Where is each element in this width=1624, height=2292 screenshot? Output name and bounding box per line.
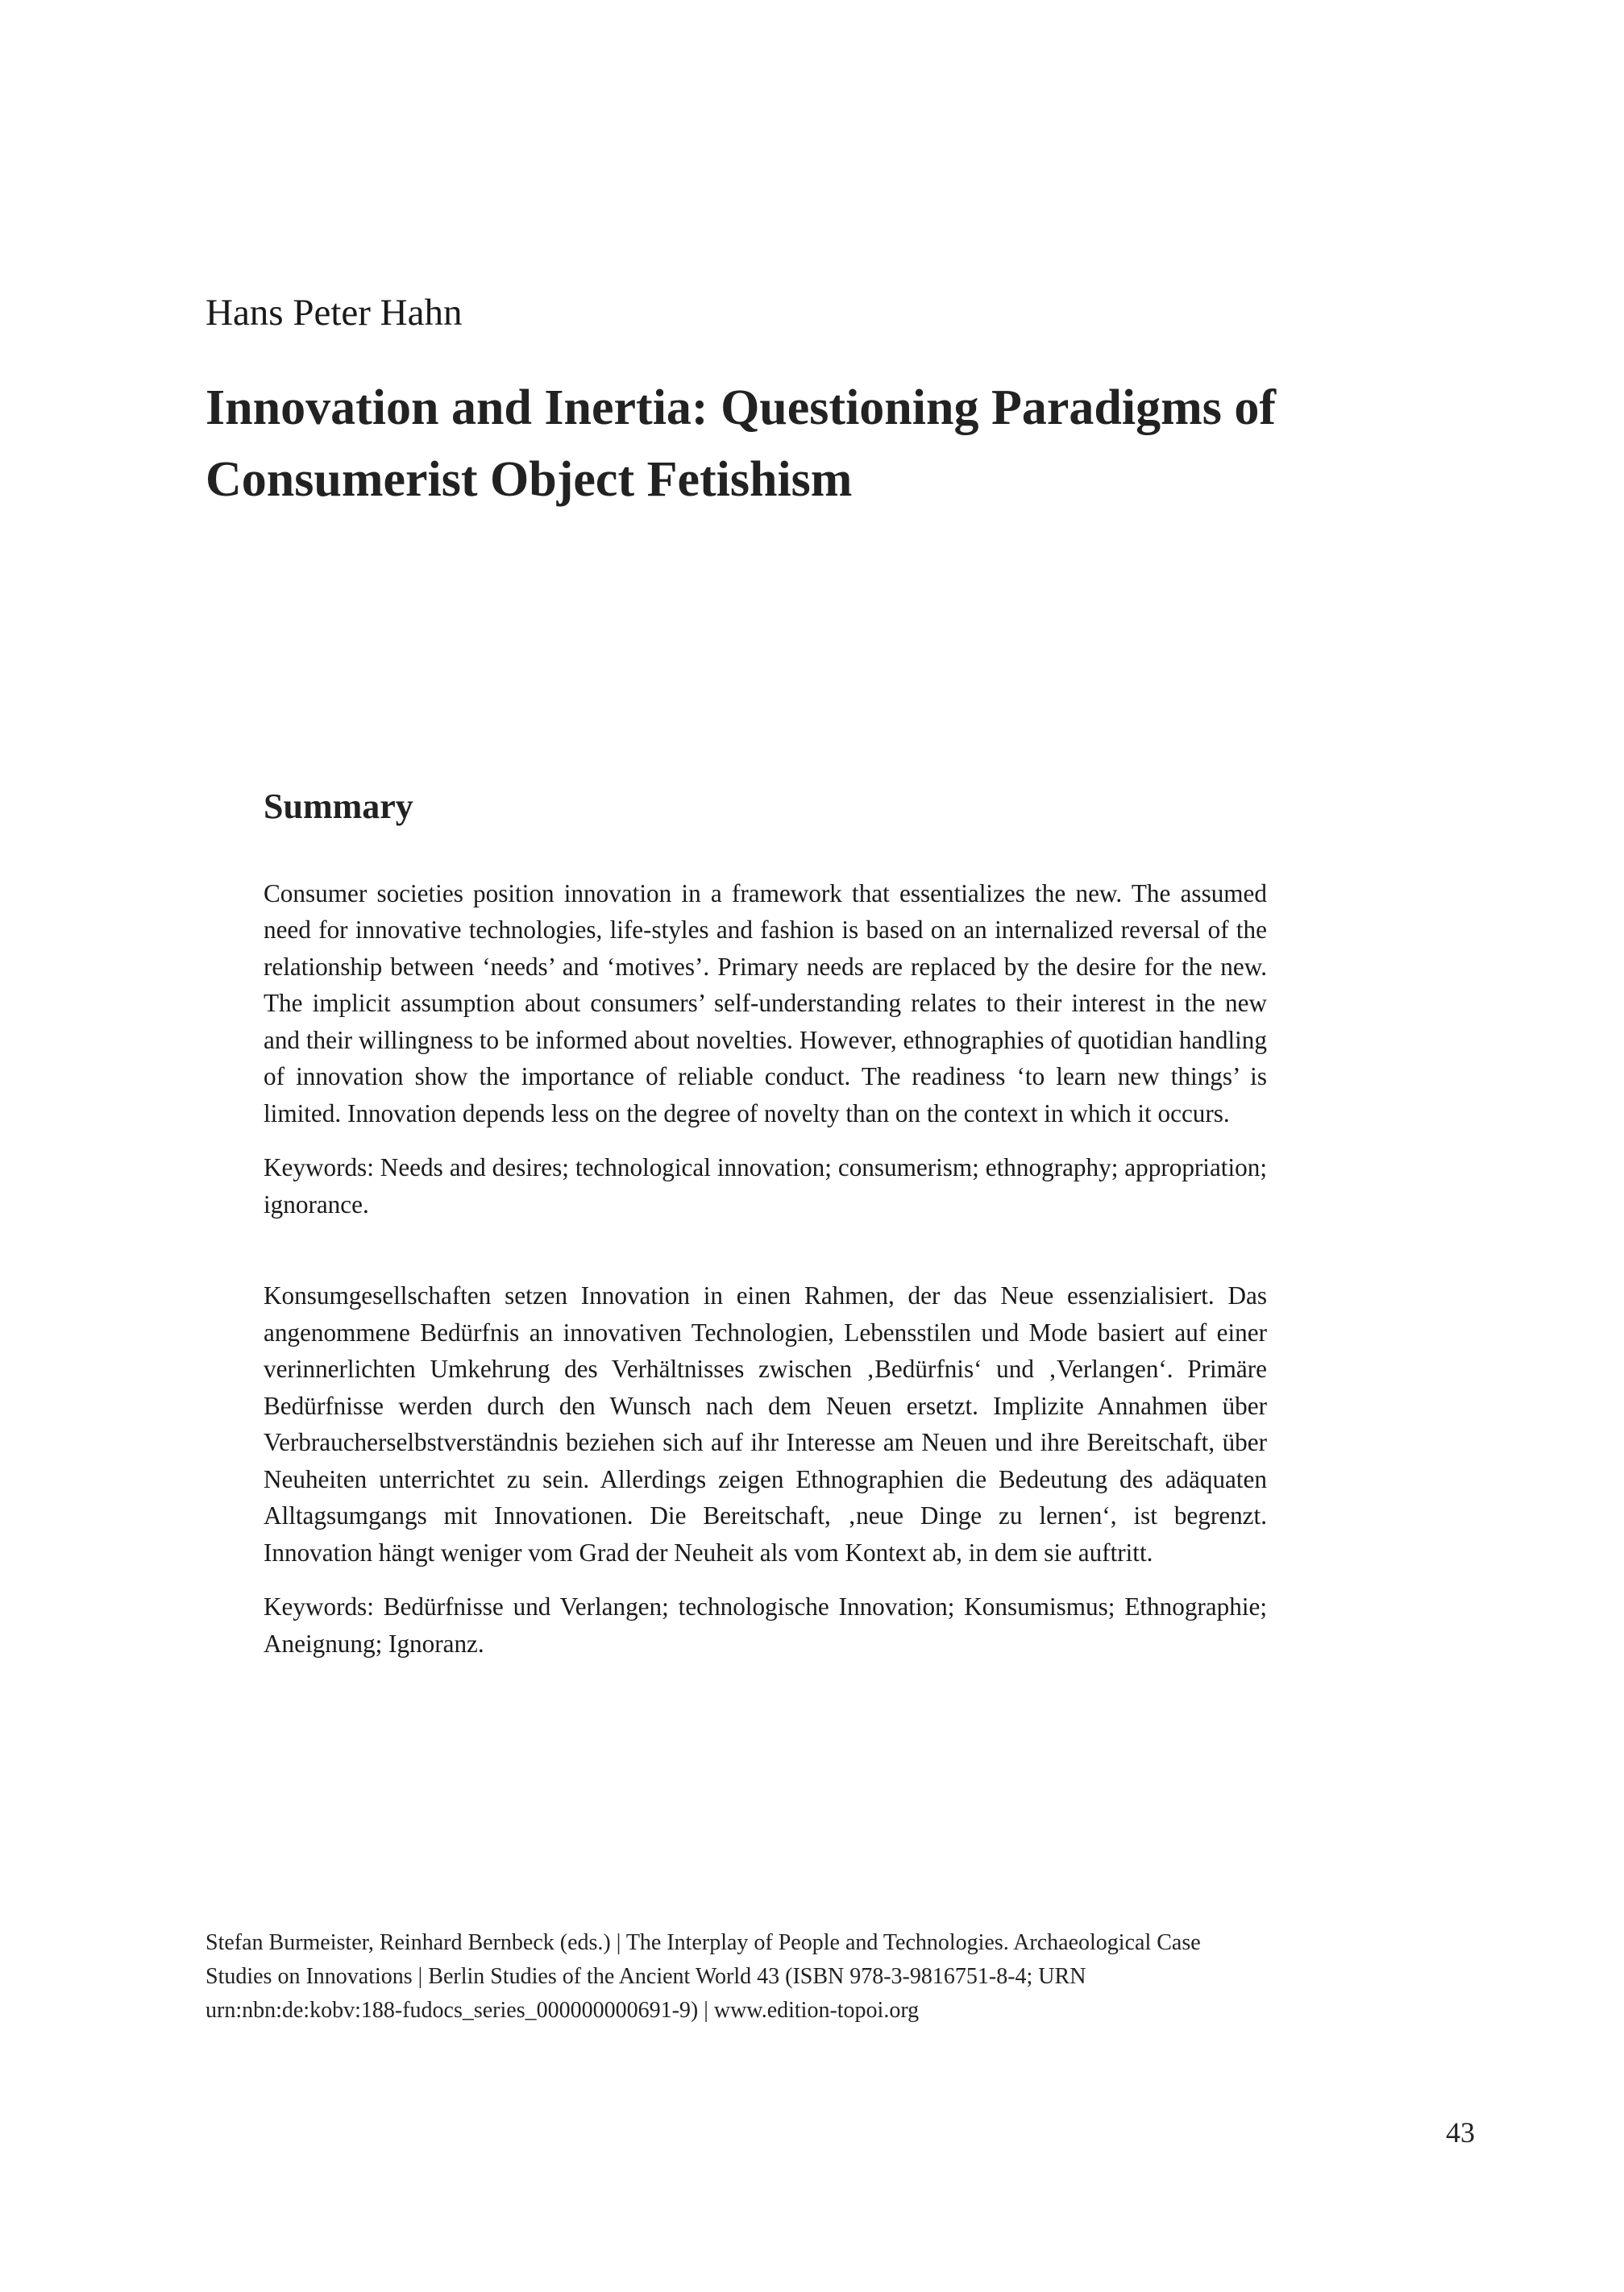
summary-heading: Summary [264, 787, 413, 826]
german-abstract: Konsumgesellschaften setzen Innovation in einen Rahmen, der das Neue essenzialisiert. Das angenommene Bedürfnis an innovativen Technologien, Lebensstilen und Mode basiert auf einer verinnerlichten Umkehrung des Verhältnisses zwischen ‚Bedürfnis‘ und ‚Verlangen‘. Primäre Bedürfnisse werden durch den Wunsch nach dem Neuen ersetzt. Implizite Annahmen über Verbraucherselbstverständnis beziehen sich auf ihr Interesse am Neuen und ihre Bereitschaft, über Neuheiten unterrichtet zu sein. Allerdings zeigen Ethnographien die Bedeutung des adäquaten Alltagsumgangs mit Innovationen. Die Bereitschaft, ‚neue Dinge zu lernen‘, ist begrenzt. Innovation hängt weniger vom Grad der Neuheit als vom Kontext ab, in dem sie auftritt. [264, 1281, 1267, 1567]
summary-section [264, 786, 1267, 1662]
paper-title: Innovation and Inertia: Questioning Paradigms of Consumerist Object Fetishism [206, 380, 1277, 507]
english-keywords: Keywords: Needs and desires; technological innovation; consumerism; ethnography; appropriation; ignorance. [264, 1153, 1267, 1219]
german-keywords: Keywords: Bedürfnisse und Verlangen; technologische Innovation; Konsumismus; Ethnographie; Aneignung; Ignoranz. [264, 1592, 1267, 1658]
citation-footer: Stefan Burmeister, Reinhard Bernbeck (eds.) | The Interplay of People and Technologies. Archaeological Case Studies on Innovations | Berlin Studies of the Ancient World 43 (ISBN 978-3-9816751-8-4; URN urn:nbn:de:kobv:188-fudocs_series_000000000691-9) | www.edition-topoi.org [206, 1930, 1201, 2023]
page-number: 43 [1446, 2116, 1475, 2149]
author-name: Hans Peter Hahn [206, 292, 463, 334]
english-abstract: Consumer societies position innovation in a framework that essentializes the new. The assumed need for innovative technologies, life-styles and fashion is based on an internalized reversal of the relationship between ‘needs’ and ‘motives’. Primary needs are replaced by the desire for the new. The implicit assumption about consumers’ self-understanding relates to their interest in the new and their willingness to be informed about novelties. However, ethnographies of quotidian handling of innovation show the importance of reliable conduct. The readiness ‘to learn new things’ is limited. Innovation depends less on the degree of novelty than on the context in which it occurs. [264, 878, 1267, 1127]
